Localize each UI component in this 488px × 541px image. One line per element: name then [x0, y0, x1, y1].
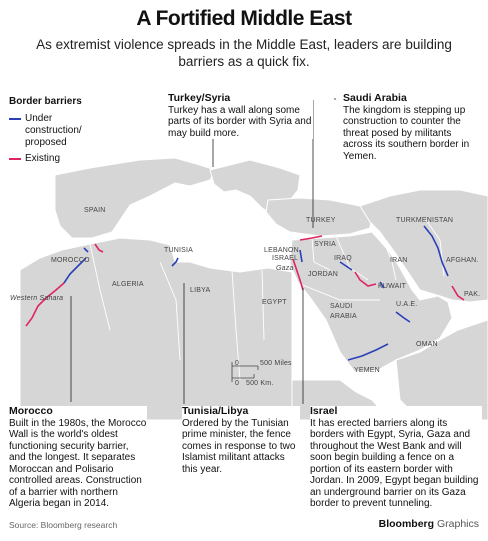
north-africa-land [20, 238, 292, 420]
note-saudi-arabia [343, 93, 483, 162]
legend-label-proposed: Under construction/ proposed [25, 113, 82, 148]
map-label-egypt: EGYPT [262, 299, 287, 306]
map-label-libya: LIBYA [190, 287, 211, 294]
note-israel [310, 406, 482, 510]
map-label-jordan: JORDAN [308, 271, 338, 278]
page-subtitle: As extremist violence spreads in the Middle East, leaders are building barriers as a quick fix. [36, 37, 452, 69]
map-label-pak: PAK. [464, 291, 481, 298]
brand-name: Bloomberg [378, 518, 435, 530]
note-morocco-text: Built in the 1980s, the Morocco Wall is the world's oldest functioning security barrier, and the longest. It separates Moroccan and Polisario controlled areas. Construction of a barrier with northern Algeria began in 2014. [9, 417, 147, 509]
legend-swatch-red [9, 158, 21, 160]
note-turkey-syria-text: Turkey has a wall along some parts of its border with Syria and may build more. [168, 104, 312, 139]
map-label-iraq: IRAQ [334, 255, 352, 262]
map-label-yemen: YEMEN [354, 367, 380, 374]
note-tunisia-libya-text: Ordered by the Tunisian prime minister, the fence comes in response to two Islamist militant attacks this year. [182, 417, 296, 475]
scale-miles-zero: 0 [235, 360, 240, 367]
legend-swatch-blue [9, 118, 21, 120]
legend-item-existing [9, 153, 103, 165]
legend [9, 96, 103, 169]
note-israel-heading: Israel [310, 405, 338, 417]
scale-km-500: 500 Km. [246, 380, 274, 387]
map-label-saudi-arabia-line2: ARABIA [330, 313, 357, 320]
source-note: Source: Bloomberg research [9, 520, 118, 530]
map-label-saudi-arabia-line1: SAUDI [330, 303, 353, 310]
map-label-western-sahara: Western Sahara [10, 295, 64, 302]
note-morocco-heading: Morocco [9, 405, 53, 417]
brand-suffix: Graphics [436, 518, 479, 530]
note-israel-text: It has erected barriers along its borders with Egypt, Syria, Gaza and throughout the West Bank and will soon begin building a fence on a portion of its eastern border with Jordan. In 2009, Egypt began building an underground barrier on its Gaza border to prevent tunneling. [310, 417, 479, 509]
map-label-syria: SYRIA [314, 241, 337, 248]
scale-km-zero: 0 [235, 380, 240, 387]
legend-heading: Border barriers [9, 96, 82, 107]
map-label-morocco: MOROCCO [51, 257, 90, 264]
map-label-iran: IRAN [390, 257, 408, 264]
europe-land [55, 158, 215, 238]
map-label-oman: OMAN [416, 341, 438, 348]
legend-label-existing: Existing [25, 153, 61, 164]
brand-logo [379, 518, 479, 530]
note-turkey-syria-heading: Turkey/Syria [168, 92, 231, 104]
map-label-kuwait: KUWAIT [378, 283, 407, 290]
note-tunisia-libya-heading: Tunisia/Libya [182, 405, 249, 417]
map-label-israel: ISRAEL [272, 255, 299, 262]
map-label-turkey: TURKEY [306, 217, 336, 224]
note-saudi-arabia-heading: Saudi Arabia [343, 92, 407, 104]
note-tunisia-libya [182, 406, 300, 475]
map-label-afghan: AFGHAN. [446, 257, 479, 264]
map-label-uae: U.A.E. [396, 301, 418, 308]
note-saudi-arabia-text: The kingdom is stepping up construction to counter the threat posed by militants across its southern border in Yemen. [343, 104, 470, 162]
page-title: A Fortified Middle East [136, 7, 352, 30]
note-turkey-syria [168, 93, 313, 139]
map-label-spain: SPAIN [84, 207, 106, 214]
map-label-tunisia: TUNISIA [164, 247, 194, 254]
map-label-lebanon: LEBANON [264, 247, 299, 254]
map-label-gaza: Gaza [276, 265, 294, 272]
legend-item-proposed [9, 113, 103, 149]
map-label-turkmenistan: TURKMENISTAN [396, 217, 454, 224]
scale-miles-500: 500 Miles [260, 360, 292, 367]
note-morocco [9, 406, 147, 510]
map-label-algeria: ALGERIA [112, 281, 144, 288]
